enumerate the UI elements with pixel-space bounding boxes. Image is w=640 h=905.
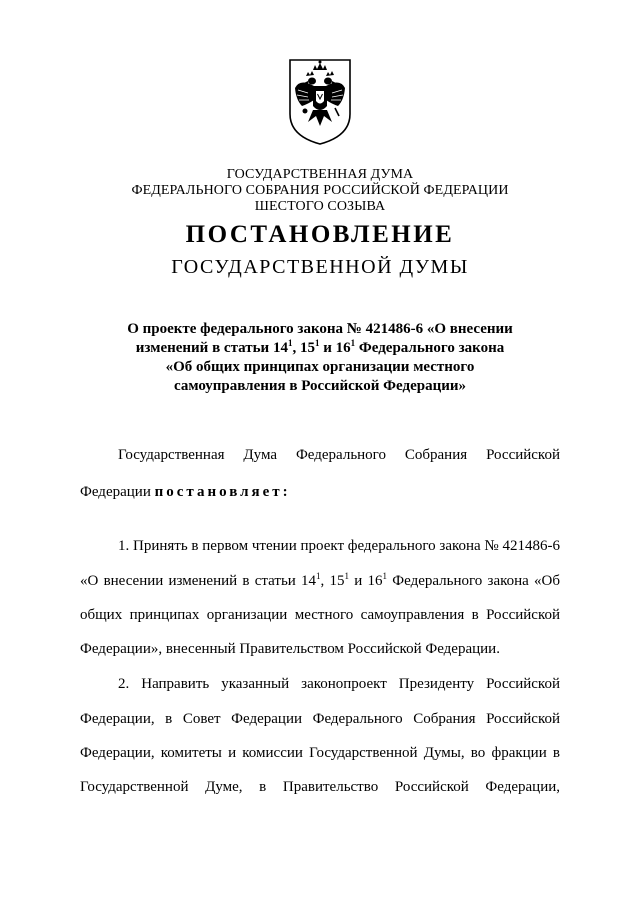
item1-line-3: общих принципах организации местного самоуправления в Российской bbox=[80, 607, 560, 623]
preamble-line-1: Государственная Дума Федерального Собрания Российской bbox=[118, 447, 560, 463]
subject-line-2: изменений в статьи $14^1$, $15^1$ и $16^1$ Федерального закона bbox=[135, 338, 505, 356]
header-line-assembly: ФЕДЕРАЛЬНОГО СОБРАНИЯ РОССИЙСКОЙ ФЕДЕРАЦИИ bbox=[131, 183, 509, 198]
item1-line-2: «О внесении изменений в статьи $14^1$, $15^1$ и $16^1$ Федерального закона «Об bbox=[80, 571, 561, 589]
item2-line-3: Федерации, комитеты и комиссии Государственной Думы, во фракции в bbox=[80, 745, 560, 761]
resolves-keyword: постановляет: bbox=[154, 484, 291, 500]
item2-line-2: Федерации, в Совет Федерации Федерального Собрания Российской bbox=[80, 711, 560, 727]
item1-line-4: Федерации», внесенный Правительством Российской Федерации. bbox=[80, 641, 500, 657]
item2-line-4: Государственной Думе, в Правительство Российской Федерации, bbox=[80, 779, 560, 795]
russian-coat-of-arms-icon bbox=[286, 56, 354, 146]
item2-line-1: 2. Направить указанный законопроект Президенту Российской bbox=[118, 676, 560, 692]
header-line-convocation: ШЕСТОГО СОЗЫВА bbox=[254, 199, 386, 214]
subject-line-4: самоуправления в Российской Федерации» bbox=[174, 378, 466, 394]
subject-line-3: «Об общих принципах организации местного bbox=[165, 359, 475, 375]
document-title: ПОСТАНОВЛЕНИЕ bbox=[185, 221, 455, 248]
subject-line-1: О проекте федерального закона № 421486-6 «О внесении bbox=[127, 321, 513, 337]
document-subtitle: ГОСУДАРСТВЕННОЙ ДУМЫ bbox=[171, 256, 469, 278]
item1-line-1: 1. Принять в первом чтении проект федерального закона № 421486-6 bbox=[118, 538, 560, 554]
preamble-line-2: Федерации постановляет: bbox=[80, 484, 291, 500]
header-line-duma: ГОСУДАРСТВЕННАЯ ДУМА bbox=[226, 167, 414, 182]
